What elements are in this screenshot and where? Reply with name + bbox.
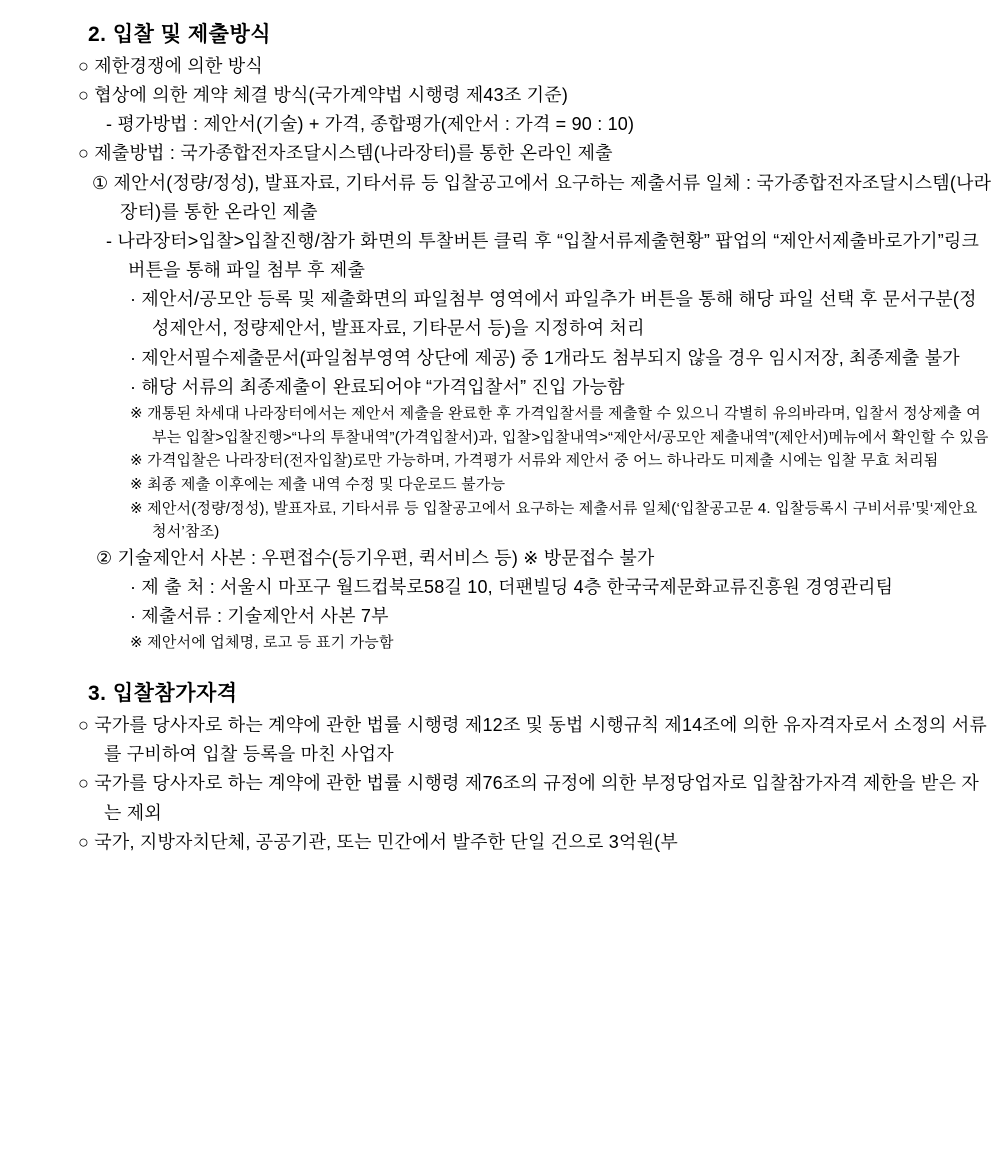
list-item: ○ 제한경쟁에 의한 방식 bbox=[78, 56, 263, 76]
section-title-2: 2. 입찰 및 제출방식 bbox=[88, 23, 272, 46]
list-item: - 나라장터>입찰>입찰진행/참가 화면의 투찰버튼 클릭 후 “입찰서류제출현황” 팝업의 “제안서제출바로가기”링크버튼을 통해 파일 첨부 후 제출 bbox=[106, 230, 980, 281]
note-item: ※ 최종 제출 이후에는 제출 내역 수정 및 다운로드 불가능 bbox=[130, 475, 506, 493]
list-item: ○ 국가를 당사자로 하는 계약에 관한 법률 시행령 제12조 및 동법 시행규칙 제14조에 의한 유자격자로서 소정의 서류를 구비하여 입찰 등록을 마친 사업자 bbox=[78, 715, 987, 765]
list-item: · 해당 서류의 최종제출이 완료되어야 “가격입찰서” 진입 가능함 bbox=[130, 376, 625, 397]
list-item: · 제안서/공모안 등록 및 제출화면의 파일첨부 영역에서 파일추가 버튼을 통해 해당 파일 선택 후 문서구분(정성제안서, 정량제안서, 발표자료, 기타문서 등)을 지정하여 처리 bbox=[130, 289, 977, 339]
list-item: ① 제안서(정량/정성), 발표자료, 기타서류 등 입찰공고에서 요구하는 제출서류 일체 : 국가종합전자조달시스템(나라장터)를 통한 온라인 제출 bbox=[92, 172, 992, 222]
list-item: · 제안서필수제출문서(파일첨부영역 상단에 제공) 중 1개라도 첨부되지 않을 경우 임시저장, 최종제출 불가 bbox=[130, 347, 960, 368]
list-item: ② 기술제안서 사본 : 우편접수(등기우편, 퀵서비스 등) ※ 방문접수 불가 bbox=[96, 548, 655, 568]
note-item: ※ 개통된 차세대 나라장터에서는 제안서 제출을 완료한 후 가격입찰서를 제출할 수 있으니 각별히 유의바라며, 입찰서 정상제출 여부는 입찰>입찰진행>“나의 투찰내역”(가격입찰서)과, 입찰>입찰내역>“제안서/공모안 제출내역”(제안서)메뉴에서 확인할 수 있음 bbox=[130, 404, 989, 446]
note-item: ※ 제안서(정량/정성), 발표자료, 기타서류 등 입찰공고에서 요구하는 제출서류 일체(‘입찰공고문 4. 입찰등록시 구비서류’및‘제안요청서’참조) bbox=[130, 499, 978, 541]
list-item: - 평가방법 : 제안서(기술) + 가격, 종합평가(제안서 : 가격 = 90 : 10) bbox=[106, 114, 635, 135]
note-item: ※ 가격입찰은 나라장터(전자입찰)로만 가능하며, 가격평가 서류와 제안서 중 어느 하나라도 미제출 시에는 입찰 무효 처리됨 bbox=[130, 452, 939, 470]
list-item: ○ 국가, 지방자치단체, 공공기관, 또는 민간에서 발주한 단일 건으로 3억원(부 bbox=[78, 831, 678, 852]
list-item: ○ 국가를 당사자로 하는 계약에 관한 법률 시행령 제76조의 규정에 의한 부정당업자로 입찰참가자격 제한을 받은 자는 제외 bbox=[78, 773, 979, 823]
list-item: · 제출서류 : 기술제안서 사본 7부 bbox=[130, 606, 389, 627]
list-item: ○ 제출방법 : 국가종합전자조달시스템(나라장터)를 통한 온라인 제출 bbox=[78, 143, 613, 164]
section-title-3: 3. 입찰참가자격 bbox=[88, 682, 238, 706]
note-item: ※ 제안서에 업체명, 로고 등 표기 가능함 bbox=[130, 634, 394, 652]
list-item: ○ 협상에 의한 계약 체결 방식(국가계약법 시행령 제43조 기준) bbox=[78, 85, 569, 106]
list-item: · 제 출 처 : 서울시 마포구 월드컵북로58길 10, 더팬빌딩 4층 한국국제문화교류진흥원 경영관리팀 bbox=[130, 577, 894, 598]
